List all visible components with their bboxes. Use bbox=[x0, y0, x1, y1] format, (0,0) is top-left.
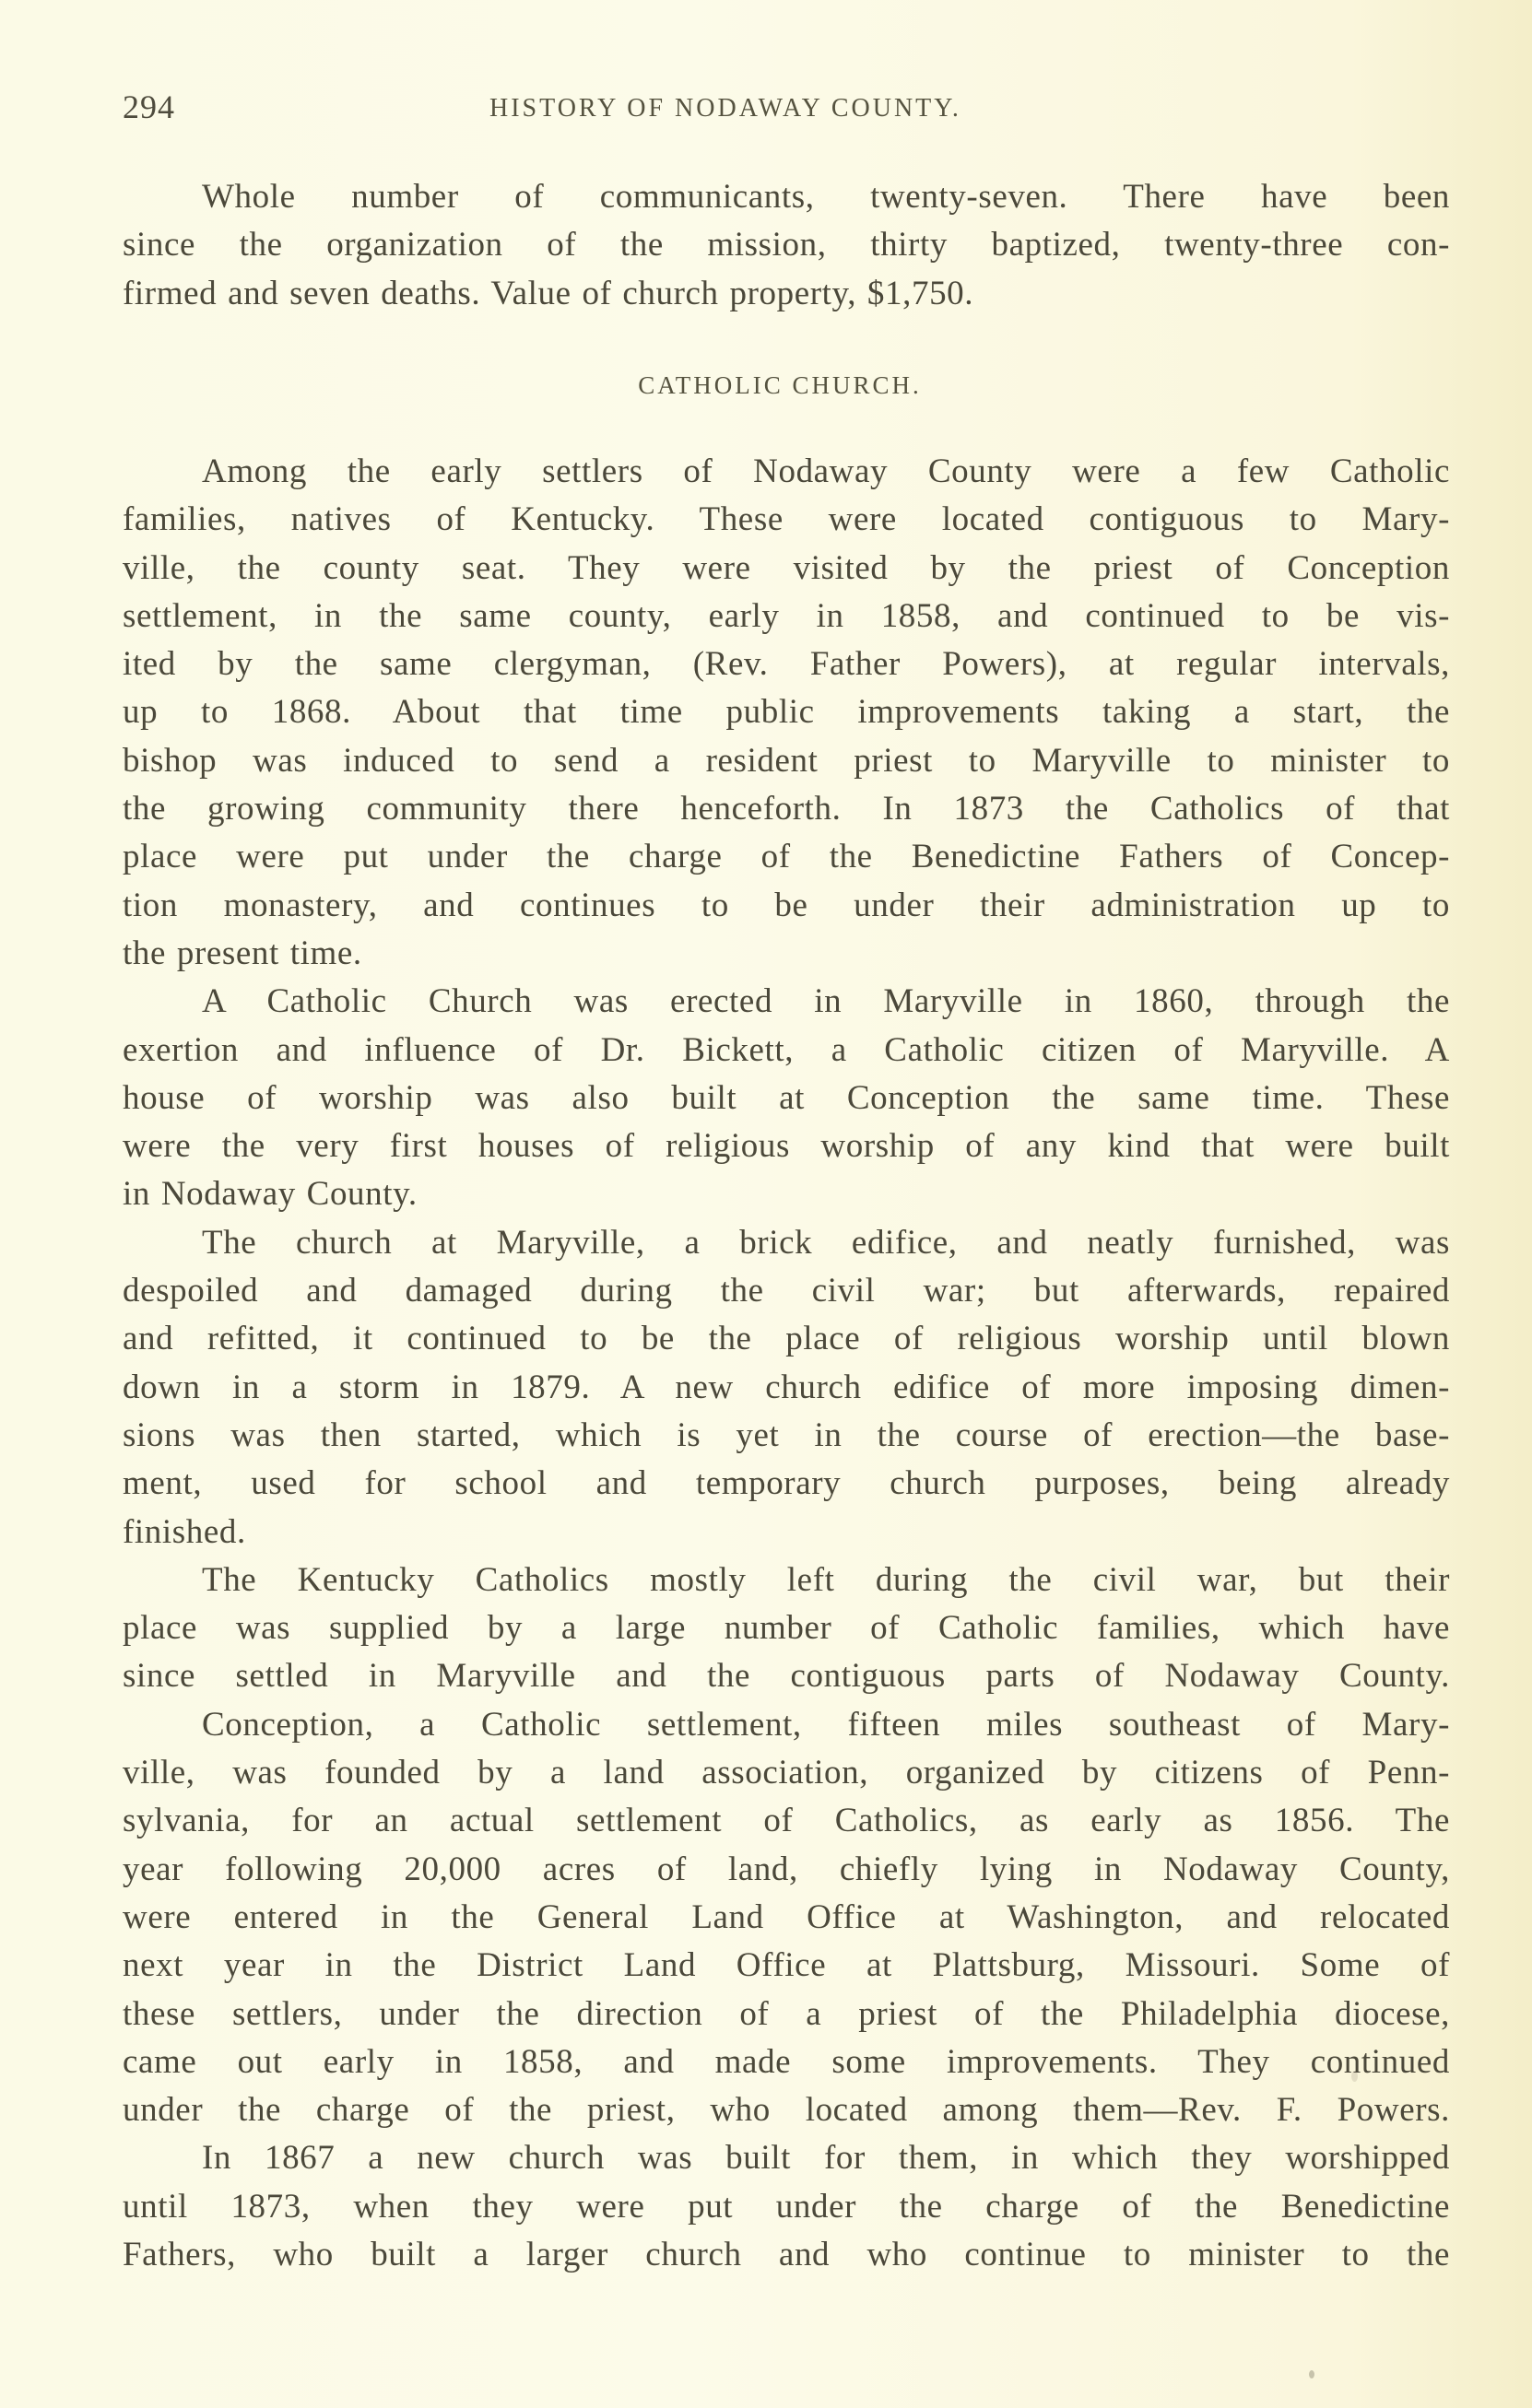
running-title: HISTORY OF NODAWAY COUNTY. bbox=[489, 94, 961, 123]
text-line: Conception, a Catholic settlement, fifteen miles southeast of Mary- bbox=[202, 1705, 1450, 1744]
text-line: came out early in 1858, and made some improvements. They continued bbox=[123, 2042, 1450, 2081]
running-head bbox=[123, 88, 1450, 125]
paragraph-5 bbox=[123, 1701, 1450, 2135]
paragraph-6 bbox=[123, 2134, 1450, 2279]
text-line: ville, the county seat. They were visited by the priest of Conception bbox=[123, 548, 1450, 587]
text-line: Among the early settlers of Nodaway County were a few Catholic bbox=[202, 452, 1450, 490]
text-line: In 1867 a new church was built for them, in which they worshipped bbox=[202, 2139, 1450, 2178]
text-line: Whole number of communicants, twenty-seven. There have been bbox=[202, 178, 1450, 216]
text-line: these settlers, under the direction of a priest of the Philadelphia diocese, bbox=[123, 1994, 1450, 2033]
text-line: sylvania, for an actual settlement of Catholics, as early as 1856. The bbox=[123, 1802, 1450, 1840]
intro-paragraph bbox=[123, 173, 1450, 318]
text-line: Fathers, who built a larger church and who continue to minister to the bbox=[123, 2235, 1450, 2273]
text-line: up to 1868. About that time public improvements taking a start, the bbox=[123, 693, 1450, 732]
text-line: settlement, in the same county, early in 1858, and continued to be vis- bbox=[123, 596, 1450, 635]
text-line: and refitted, it continued to be the place of religious worship until blown bbox=[123, 1320, 1450, 1358]
paragraph-1 bbox=[123, 448, 1450, 978]
text-line: since settled in Maryville and the contiguous parts of Nodaway County. bbox=[123, 1657, 1450, 1696]
text-line: A Catholic Church was erected in Maryville in 1860, through the bbox=[202, 982, 1450, 1021]
text-line: despoiled and damaged during the civil war; but afterwards, repaired bbox=[123, 1272, 1450, 1310]
text-line: were entered in the General Land Office at Washington, and relocated bbox=[123, 1897, 1450, 1936]
text-line: in Nodaway County. bbox=[123, 1175, 418, 1214]
section-body bbox=[123, 448, 1450, 2279]
page-number: 294 bbox=[123, 88, 175, 125]
text-line: The church at Maryville, a brick edifice, and neatly furnished, was bbox=[202, 1223, 1450, 1262]
text-line: were the very first houses of religious worship of any kind that were built bbox=[123, 1127, 1450, 1166]
text-line: place were put under the charge of the Benedictine Fathers of Concep- bbox=[123, 838, 1450, 876]
text-line: exertion and influence of Dr. Bickett, a Catholic citizen of Maryville. A bbox=[123, 1030, 1450, 1069]
text-line: house of worship was also built at Conception the same time. These bbox=[123, 1078, 1450, 1117]
text-line: firmed and seven deaths. Value of church property, $1,750. bbox=[123, 274, 974, 312]
text-line: down in a storm in 1879. A new church edifice of more imposing dimen- bbox=[123, 1368, 1450, 1406]
text-line: sions was then started, which is yet in the course of erection—the base- bbox=[123, 1415, 1450, 1454]
paragraph-4 bbox=[123, 1556, 1450, 1701]
text-line: families, natives of Kentucky. These were located contiguous to Mary- bbox=[123, 500, 1450, 539]
text-line: ited by the same clergyman, (Rev. Father Powers), at regular intervals, bbox=[123, 645, 1450, 684]
text-line: the present time. bbox=[123, 934, 362, 972]
text-line: next year in the District Land Office at Plattsburg, Missouri. Some of bbox=[123, 1946, 1450, 1985]
text-line: finished. bbox=[123, 1512, 246, 1551]
paragraph-2 bbox=[123, 978, 1450, 1218]
text-line: the growing community there henceforth. In 1873 the Catholics of that bbox=[123, 790, 1450, 828]
text-line: ment, used for school and temporary church purposes, being already bbox=[123, 1464, 1450, 1503]
text-line: ville, was founded by a land association, organized by citizens of Penn- bbox=[123, 1754, 1450, 1792]
text-line: under the charge of the priest, who located among them—Rev. F. Powers. bbox=[123, 2091, 1450, 2130]
text-line: tion monastery, and continues to be under their administration up to bbox=[123, 886, 1450, 924]
scan-speck bbox=[1351, 2071, 1358, 2082]
paragraph-3 bbox=[123, 1219, 1450, 1556]
text-line: until 1873, when they were put under the charge of the Benedictine bbox=[123, 2187, 1450, 2226]
text-line: place was supplied by a large number of Catholic families, which have bbox=[123, 1609, 1450, 1648]
scan-speck bbox=[1309, 2370, 1314, 2379]
text-line: year following 20,000 acres of land, chiefly lying in Nodaway County, bbox=[123, 1850, 1450, 1888]
text-line: The Kentucky Catholics mostly left during the civil war, but their bbox=[202, 1560, 1450, 1599]
section-heading: CATHOLIC CHURCH. bbox=[638, 371, 922, 399]
text-line: bishop was induced to send a resident priest to Maryville to minister to bbox=[123, 741, 1450, 780]
text-line: since the organization of the mission, thirty baptized, twenty-three con- bbox=[123, 226, 1450, 264]
